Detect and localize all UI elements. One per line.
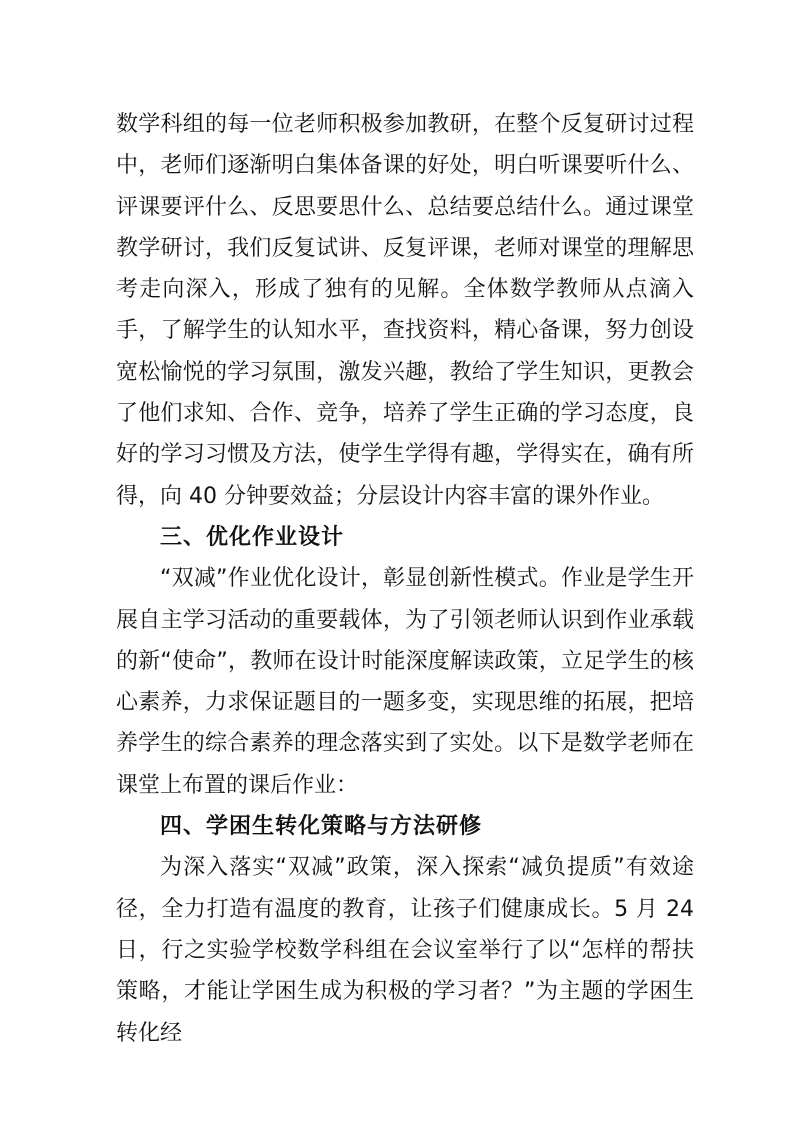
document-body (116, 104, 694, 1054)
paragraph-continuation: 数学科组的每一位老师积极参加教研，在整个反复研讨过程中，老师们逐渐明白集体备课的好处，明白听课要听什么、评课要评什么、反思要思什么、总结要总结什么。通过课堂教学研讨，我们反复试讲、反复评课，老师对课堂的理解思考走向深入，形成了独有的见解。全体数学教师从点滴入手，了解学生的认知水平，查找资料，精心备课，努力创设宽松愉悦的学习氛围，激发兴趣，教给了学生知识，更教会了他们求知、合作、竞争，培养了学生正确的学习态度，良好的学习习惯及方法，使学生学得有趣，学得实在，确有所得，向 40 分钟要效益；分层设计内容丰富的课外作业。 (116, 112, 694, 509)
paragraph-struggling-students: 为深入落实“双减”政策，深入探索“减负提质”有效途径，全力打造有温度的教育，让孩子们健康成长。5 月 24 日，行之实验学校数学科组在会议室举行了以“怎样的帮扶策略，才能让学困生成为积极的学习者？”为主题的学困生转化经 (116, 855, 694, 1046)
section-heading-4: 四、学困生转化策略与方法研修 (160, 814, 483, 840)
paragraph-homework-design: “双减”作业优化设计，彰显创新性模式。作业是学生开展自主学习活动的重要载体，为了引领老师认识到作业承载的新“使命”，教师在设计时能深度解读政策，立足学生的核心素养，力求保证题目的一题多变，实现思维的拓展，把培养学生的综合素养的理念落实到了实处。以下是数学老师在课堂上布置的课后作业： (116, 566, 694, 798)
section-heading-3: 三、优化作业设计 (160, 524, 345, 550)
